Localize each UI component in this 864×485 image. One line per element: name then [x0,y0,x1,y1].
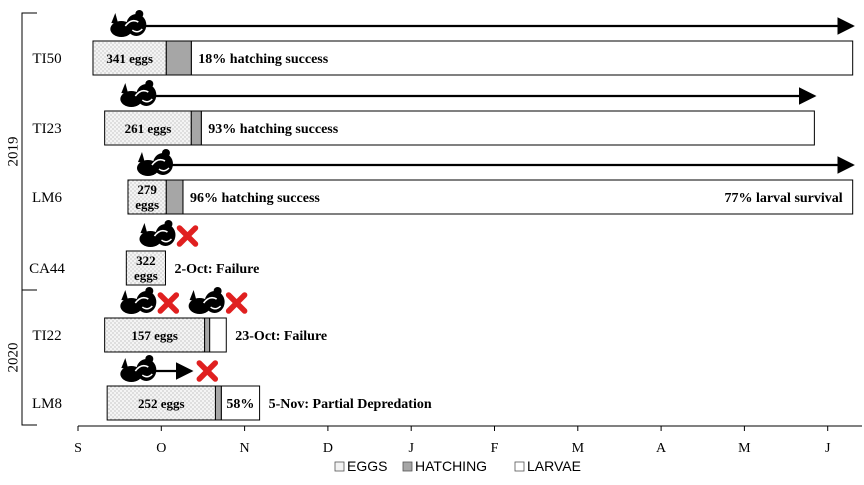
row-label: TI50 [32,51,62,67]
female-icon-head [164,220,172,228]
annotation-label: 18% hatching success [198,52,329,67]
failure-cross-icon [160,295,176,311]
female-icon-head [135,10,143,18]
eggs-count-label: 322 [136,253,156,268]
larvae-segment [210,318,227,352]
axis-tick-label: N [239,441,250,456]
row-label: LM6 [32,190,62,206]
hatching-segment [166,180,183,214]
female-icon-body [136,291,156,313]
legend-label: EGGS [347,458,388,474]
bar-row [105,111,815,145]
annotation-label: 93% hatching success [208,122,339,137]
female-icon-tail [138,152,145,163]
axis-tick-label: D [322,441,333,456]
x-axis [74,426,862,456]
failure-cross-icon [179,228,195,244]
eggs-count-label: 157 eggs [131,328,178,343]
bar-row [93,41,853,75]
female-icon-body [155,224,175,246]
female-icon [120,355,156,382]
female-icon-tail [140,223,147,234]
female-icon-tail [121,358,128,369]
legend [335,458,581,474]
female-icon-head [145,287,153,295]
legend-swatch [515,462,524,471]
year-label: 2019 [5,136,22,167]
female-icon [189,287,225,314]
hatching-segment [166,41,191,75]
row-label: CA44 [29,261,65,277]
axis-tick-label: M [738,441,751,456]
eggs-count-label: 341 eggs [106,51,153,66]
row-labels [29,51,65,412]
row-label: LM8 [32,396,62,412]
axis-tick-label: M [571,441,585,456]
legend-item [335,458,387,474]
annotation-label: 2-Oct: Failure [174,262,260,277]
eggs-count-label: 252 eggs [138,396,185,411]
axis-tick-label: F [490,441,499,456]
female-icon [139,220,175,247]
female-icon [120,287,156,314]
failure-cross-icon [199,363,215,379]
female-icon-tail [121,290,128,301]
female-icon-tail [111,13,118,24]
hatching-segment [215,386,221,420]
failure-cross-icon [229,295,245,311]
axis-tick-label: A [656,441,667,456]
female-icon-head [214,287,222,295]
legend-item [403,458,487,474]
axis-tick-label: J [408,441,414,456]
year-brackets [5,13,37,425]
annotation-label: 23-Oct: Failure [235,329,328,344]
female-icon [137,149,173,176]
eggs-count-label: eggs [135,197,160,212]
female-icon-body [205,291,225,313]
row-label: TI23 [32,121,62,137]
bar-row [128,180,853,214]
female-icon-head [145,80,153,88]
hatching-segment [191,111,201,145]
hatching-segment [205,318,210,352]
female-icon-tail [190,290,197,301]
legend-label: LARVAE [527,458,581,474]
female-icon-tail [121,83,128,94]
annotation-label: 77% larval survival [724,191,843,206]
axis-tick-label: S [74,441,82,456]
eggs-count-label: eggs [133,268,158,283]
bar-row [126,251,259,285]
annotation-label: 5-Nov: Partial Depredation [268,397,432,412]
female-icon [120,80,156,107]
bar-row [107,386,432,420]
year-label: 2020 [5,342,22,373]
legend-item [515,458,581,474]
axis-tick-label: J [824,441,831,456]
legend-swatch [403,462,412,471]
eggs-count-label: 261 eggs [124,121,172,136]
annotation-label: 96% hatching success [189,191,320,206]
female-icon-head [162,149,170,157]
female-icon-head [145,355,153,363]
row-label: TI22 [32,328,62,344]
eggs-count-label: 279 [137,182,157,197]
bars [93,41,853,420]
legend-swatch [335,462,344,471]
legend-label: HATCHING [415,458,488,474]
larvae-percent-label: 58% [226,397,255,412]
bar-row [105,318,328,352]
axis-tick-label: O [156,441,167,456]
female-icon [110,10,146,37]
